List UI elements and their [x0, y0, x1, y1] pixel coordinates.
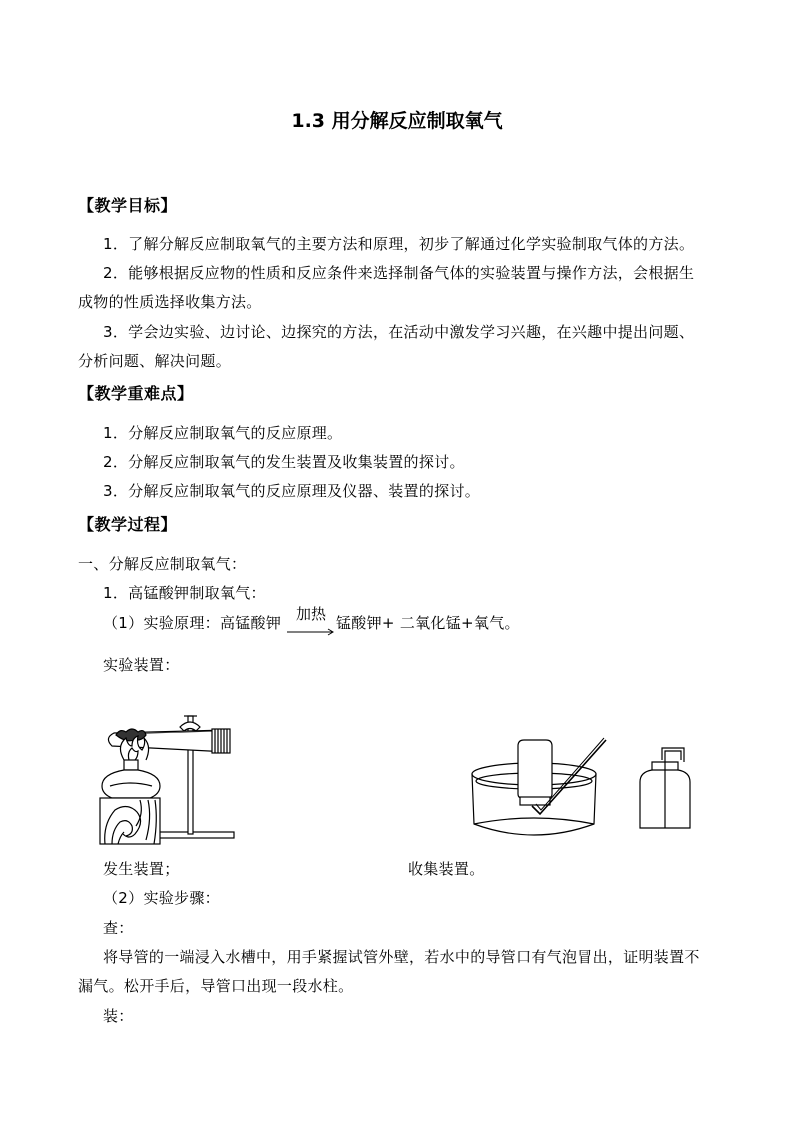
goal-item-3-cont: 分析问题、解决问题。: [78, 352, 232, 370]
goal-item-2-cont: 成物的性质选择收集方法。: [78, 293, 262, 311]
apparatus-label: 实验装置：: [103, 656, 180, 674]
principle-prefix: （1）实验原理：高锰酸钾: [103, 614, 282, 632]
caption-collection: 收集装置。: [408, 860, 485, 878]
keypoint-item-3: 3．分解反应制取氧气的反应原理及仪器、装置的探讨。: [103, 482, 481, 500]
caption-generation: 发生装置；: [103, 860, 180, 878]
page-title: 1.3 用分解反应制取氧气: [291, 110, 503, 132]
keypoint-item-2: 2．分解反应制取氧气的发生装置及收集装置的探讨。: [103, 453, 465, 471]
principle-suffix: 锰酸钾+ 二氧化锰+氧气。: [336, 614, 520, 632]
load-label: 装：: [103, 1007, 134, 1025]
goal-item-3: 3．学会边实验、边讨论、边探究的方法，在活动中激发学习兴趣，在兴趣中提出问题、: [103, 323, 695, 341]
goal-item-1: 1．了解分解反应制取氧气的主要方法和原理，初步了解通过化学实验制取气体的方法。: [103, 235, 695, 253]
sub-1-heading: 1．高锰酸钾制取氧气：: [103, 584, 266, 602]
check-text-2: 漏气。松开手后，导管口出现一段水柱。: [78, 977, 354, 995]
check-label: 查：: [103, 919, 134, 937]
steps-label: （2）实验步骤：: [103, 889, 220, 907]
section-heading-process: 【教学过程】: [78, 515, 178, 534]
section-heading-keypoints: 【教学重难点】: [78, 384, 194, 403]
section-heading-goals: 【教学目标】: [78, 196, 178, 215]
reaction-condition: 加热: [296, 605, 327, 623]
part-1-heading: 一、分解反应制取氧气：: [78, 555, 247, 573]
keypoint-item-1: 1．分解反应制取氧气的反应原理。: [103, 424, 343, 442]
goal-item-2: 2．能够根据反应物的性质和反应条件来选择制备气体的实验装置与操作方法，会根据生: [103, 264, 695, 282]
check-text-1: 将导管的一端浸入水槽中，用手紧握试管外壁，若水中的导管口有气泡冒出，证明装置不: [103, 948, 700, 966]
